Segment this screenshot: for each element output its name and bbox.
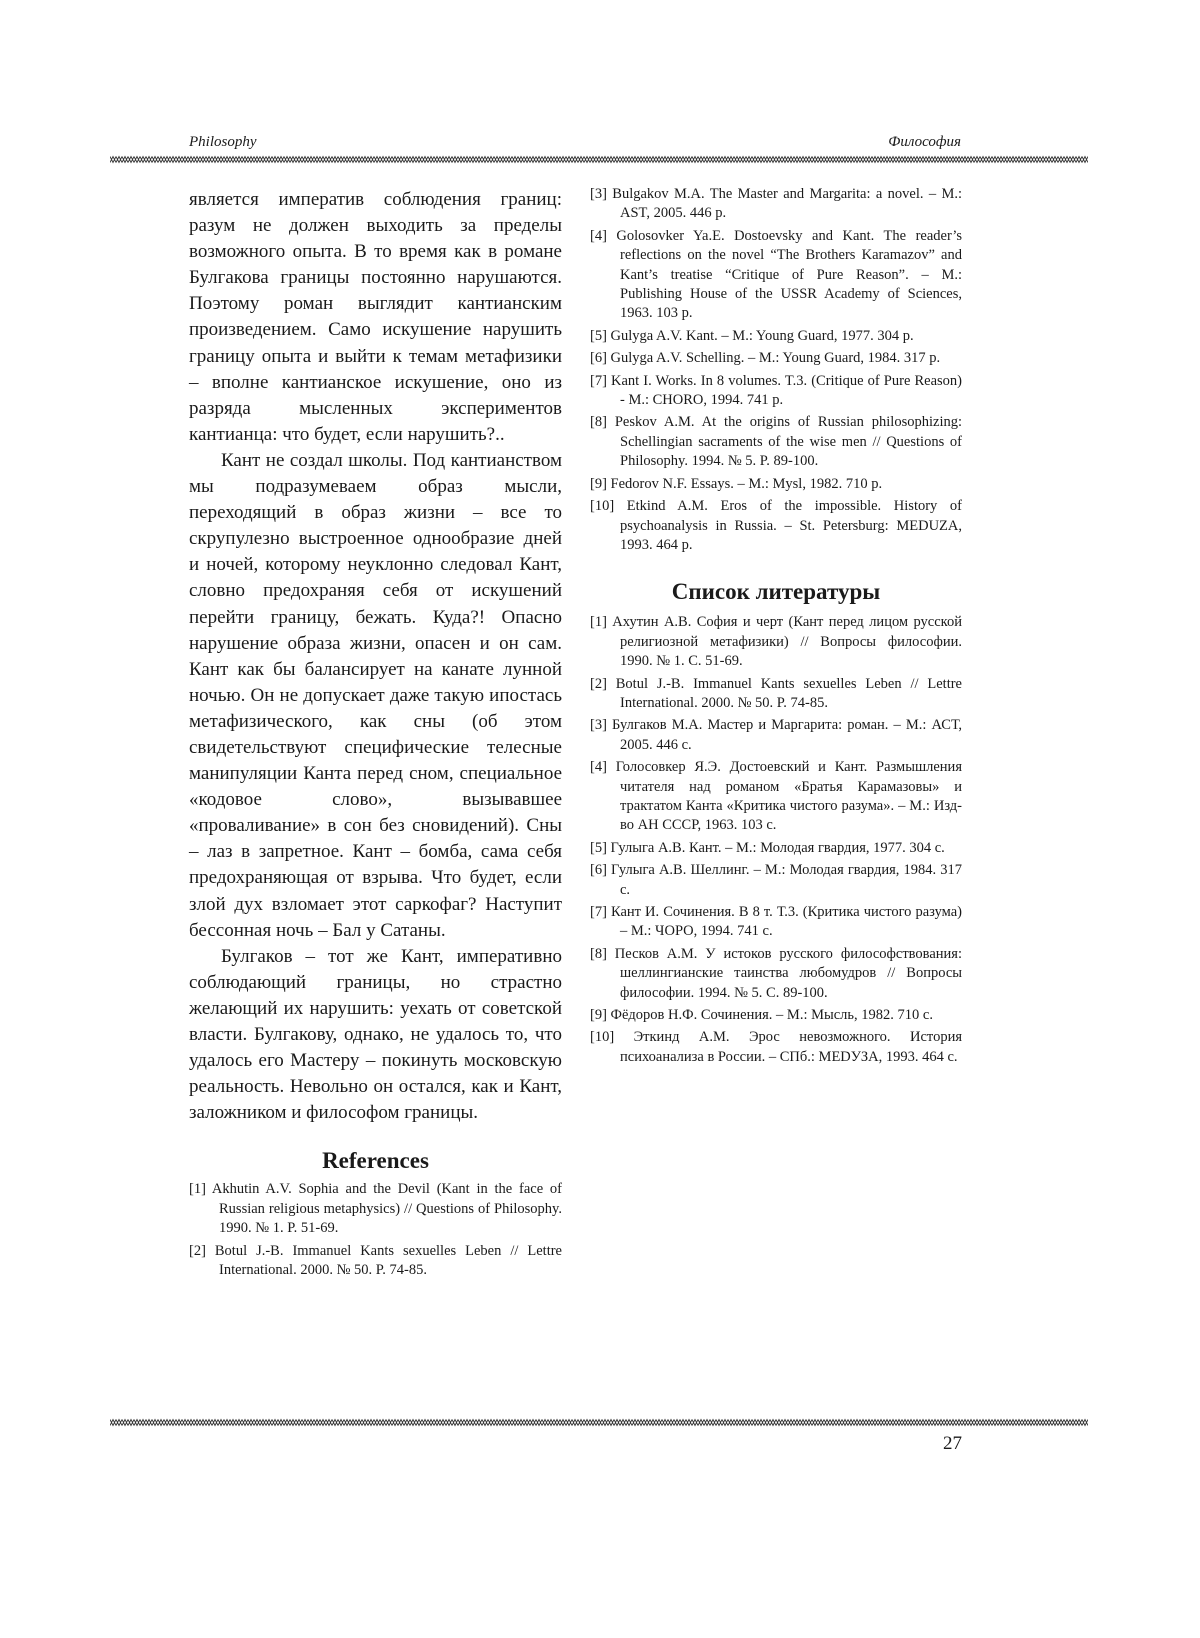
reference-en-item: [7] Kant I. Works. In 8 volumes. T.3. (Critique of Pure Reason) - M.: CHORO, 1994. 741 p. xyxy=(590,372,962,411)
bottom-ornament-divider xyxy=(110,1418,1088,1427)
page-number: 27 xyxy=(943,1433,962,1455)
body-paragraph-2: Кант не создал школы. Под кантианством мы подразумеваем образ мысли, переходящий в образ жизни – все то скрупулезно выстроенное однообразие дней и ночей, которому неуклонно следовал Кант, словно предохраняя себя от искушений перейти границу, бежать. Куда?! Опасно нарушение образа жизни, опасен и он сам. Кант как бы балансирует на канате лунной ночью. Он не допускает даже такую ипостась метафизического, как сны (об этом свидетельствуют специфические телесные манипуляции Канта перед сном, специальное «кодовое слово», вызывавшее «проваливание» в сон без сновидений). Сны – лаз в запретное. Кант – бомба, сама себя предохраняющая от взрыва. Что будет, если злой дух взломает этот саркофаг? Наступит бессонная ночь – Бал у Сатаны. xyxy=(189,448,562,944)
top-ornament-divider xyxy=(110,155,1088,164)
reference-ru-item: [9] Фёдоров Н.Ф. Сочинения. – М.: Мысль, 1982. 710 с. xyxy=(590,1006,962,1025)
reference-ru-item: [6] Гулыга А.В. Шеллинг. – М.: Молодая гвардия, 1984. 317 с. xyxy=(590,861,962,900)
references-en-list-continued xyxy=(590,185,962,555)
reference-en-item: [3] Bulgakov M.A. The Master and Margarita: a novel. – M.: AST, 2005. 446 p. xyxy=(590,185,962,224)
reference-en-item: [2] Botul J.-B. Immanuel Kants sexuelles Leben // Lettre International. 2000. № 50. P. 74-85. xyxy=(189,1242,562,1281)
reference-en-item: [8] Peskov A.M. At the origins of Russian philosophizing: Schellingian sacraments of the wise men // Questions of Philosophy. 1994. № 5. P. 89-100. xyxy=(590,413,962,471)
reference-ru-item: [4] Голосовкер Я.Э. Достоевский и Кант. Размышления читателя над романом «Братья Карамазовы» и трактатом Канта «Критика чистого разума». – М.: Изд-во АН СССР, 1963. 103 с. xyxy=(590,758,962,836)
references-en-heading: References xyxy=(189,1148,562,1174)
reference-ru-item: [10] Эткинд А.М. Эрос невозможного. История психоанализа в России. – СПб.: MEDУЗА, 1993. 464 с. xyxy=(590,1028,962,1067)
reference-ru-item: [1] Ахутин А.В. София и черт (Кант перед лицом русской религиозной метафизики) // Вопросы философии. 1990. № 1. С. 51-69. xyxy=(590,613,962,671)
reference-en-item: [9] Fedorov N.F. Essays. – M.: Mysl, 1982. 710 p. xyxy=(590,475,962,494)
running-head-journal-section-ru: Философия xyxy=(888,134,961,151)
body-paragraph-3: Булгаков – тот же Кант, императивно соблюдающий границы, но страстно желающий их нарушить: уехать от советской власти. Булгакову, однако, не удалось то, что удалось его Мастеру – покинуть московскую реальность. Невольно он остался, как и Кант, заложником и философом границы. xyxy=(189,944,562,1127)
references-ru-heading: Список литературы xyxy=(590,579,962,605)
references-ru-list xyxy=(590,613,962,1067)
left-column xyxy=(189,187,562,1283)
body-paragraph-1: является императив соблюдения границ: разум не должен выходить за пределы возможного опыта. В то время как в романе Булгакова границы постоянно нарушаются. Поэтому роман выглядит кантианским произведением. Само искушение нарушить границу опыта и выйти к темам метафизики – вполне кантианское искушение, оно из разряда мысленных экспериментов кантианца: что будет, если нарушить?.. xyxy=(189,187,562,448)
reference-ru-item: [2] Botul J.-B. Immanuel Kants sexuelles Leben // Lettre International. 2000. № 50. P. 74-85. xyxy=(590,675,962,714)
reference-en-item: [5] Gulyga A.V. Kant. – M.: Young Guard, 1977. 304 p. xyxy=(590,327,962,346)
reference-ru-item: [5] Гулыга А.В. Кант. – М.: Молодая гвардия, 1977. 304 с. xyxy=(590,839,962,858)
references-en-list xyxy=(189,1180,562,1280)
reference-en-item: [10] Etkind A.M. Eros of the impossible. History of psychoanalysis in Russia. – St. Petersburg: MEDUZA, 1993. 464 p. xyxy=(590,497,962,555)
reference-ru-item: [3] Булгаков М.А. Мастер и Маргарита: роман. – М.: АСТ, 2005. 446 с. xyxy=(590,716,962,755)
reference-en-item: [1] Akhutin A.V. Sophia and the Devil (Kant in the face of Russian religious metaphysics) // Questions of Philosophy. 1990. № 1. P. 51-69. xyxy=(189,1180,562,1238)
reference-en-item: [6] Gulyga A.V. Schelling. – M.: Young Guard, 1984. 317 p. xyxy=(590,349,962,368)
reference-ru-item: [8] Песков А.М. У истоков русского философствования: шеллингианские таинства любомудров // Вопросы философии. 1994. № 5. С. 89-100. xyxy=(590,945,962,1003)
running-head-journal-section-en: Philosophy xyxy=(189,134,257,151)
right-column xyxy=(590,185,962,1070)
article-body xyxy=(189,187,562,1126)
reference-en-item: [4] Golosovker Ya.E. Dostoevsky and Kant. The reader’s reflections on the novel “The Brothers Karamazov” and Kant’s treatise “Critique of Pure Reason”. – M.: Publishing House of the USSR Academy of Sciences, 1963. 103 p. xyxy=(590,227,962,324)
reference-ru-item: [7] Кант И. Сочинения. В 8 т. Т.3. (Критика чистого разума) – М.: ЧОРО, 1994. 741 с. xyxy=(590,903,962,942)
running-head xyxy=(189,134,961,156)
